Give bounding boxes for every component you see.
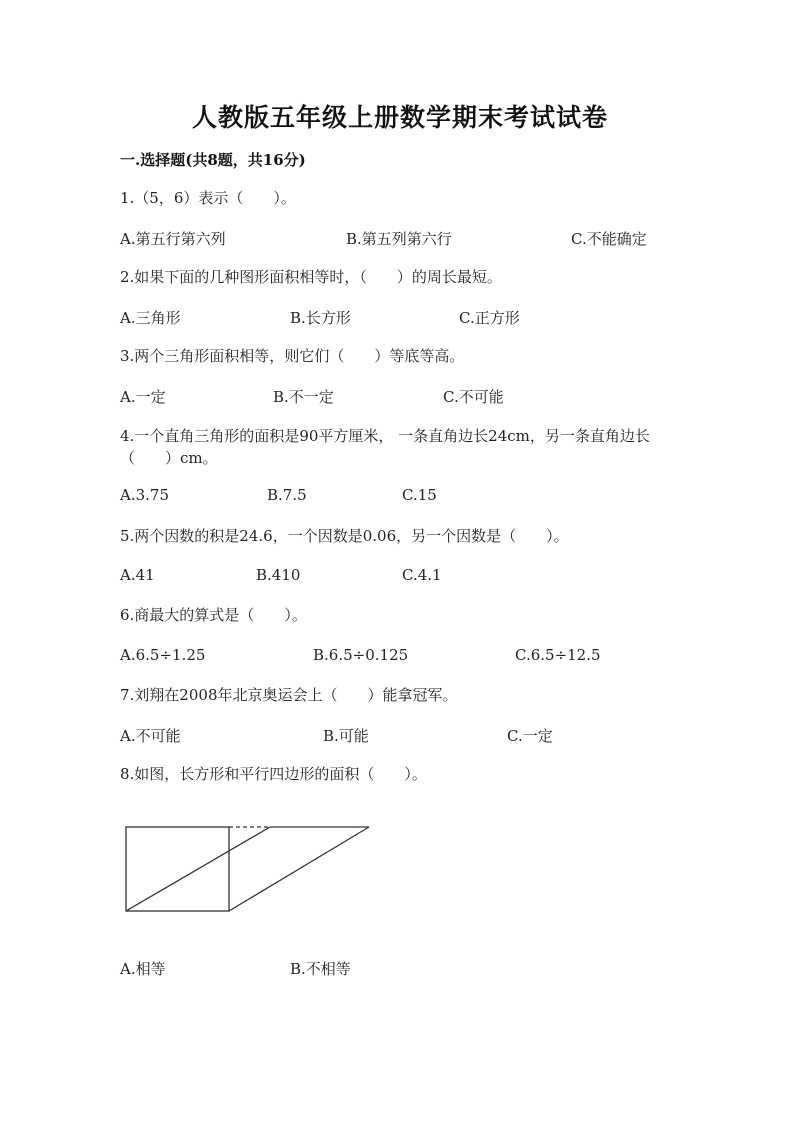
q5-option-a: A.41: [120, 566, 155, 584]
q7-option-c: C.一定: [507, 727, 553, 745]
rectangle-parallelogram-figure: [120, 820, 380, 920]
q1-option-b: B.第五列第六行: [346, 230, 452, 248]
q5-option-c: C.4.1: [402, 566, 442, 584]
q2-option-b: B.长方形: [290, 309, 351, 327]
q7-option-a: A.不可能: [120, 727, 181, 745]
question-8: 8.如图，长方形和平行四边形的面积（ ）。: [120, 765, 427, 783]
parallelogram-right-edge: [229, 827, 369, 911]
q8-option-a: A.相等: [120, 960, 166, 978]
question-1: 1.（5，6）表示（ ）。: [120, 189, 296, 207]
q3-option-c: C.不可能: [443, 388, 504, 406]
q2-option-c: C.正方形: [459, 309, 520, 327]
page-title: 人教版五年级上册数学期末考试试卷: [191, 103, 608, 132]
q2-option-a: A.三角形: [120, 309, 181, 327]
question-4: 4.一个直角三角形的面积是90平方厘米， 一条直角边长24cm，另一条直角边长（ ）cm。: [120, 427, 650, 467]
q4-option-b: B.7.5: [267, 486, 307, 504]
q6-option-a: A.6.5÷1.25: [120, 646, 206, 664]
q6-option-b: B.6.5÷0.125: [313, 646, 409, 664]
question-5: 5.两个因数的积是24.6，一个因数是0.06，另一个因数是（ ）。: [120, 527, 569, 545]
q1-option-a: A.第五行第六列: [120, 230, 226, 248]
q7-option-b: B.可能: [323, 727, 369, 745]
question-7: 7.刘翔在2008年北京奥运会上（ ）能拿冠军。: [120, 686, 458, 704]
section-heading: 一.选择题(共8题，共16分): [120, 151, 306, 169]
parallelogram-left-edge: [126, 827, 270, 911]
q8-option-b: B.不相等: [290, 960, 351, 978]
q5-option-b: B.410: [256, 566, 301, 584]
q6-option-c: C.6.5÷12.5: [515, 646, 601, 664]
q3-option-a: A.一定: [120, 388, 166, 406]
q1-option-c: C.不能确定: [571, 230, 647, 248]
question-2: 2.如果下面的几种图形面积相等时，（ ）的周长最短。: [120, 268, 502, 286]
question-3: 3.两个三角形面积相等，则它们（ ）等底等高。: [120, 347, 465, 365]
q4-option-a: A.3.75: [120, 486, 169, 504]
rectangle-shape: [126, 827, 229, 911]
question-6: 6.商最大的算式是（ ）。: [120, 606, 307, 624]
q3-option-b: B.不一定: [273, 388, 334, 406]
q4-option-c: C.15: [402, 486, 437, 504]
